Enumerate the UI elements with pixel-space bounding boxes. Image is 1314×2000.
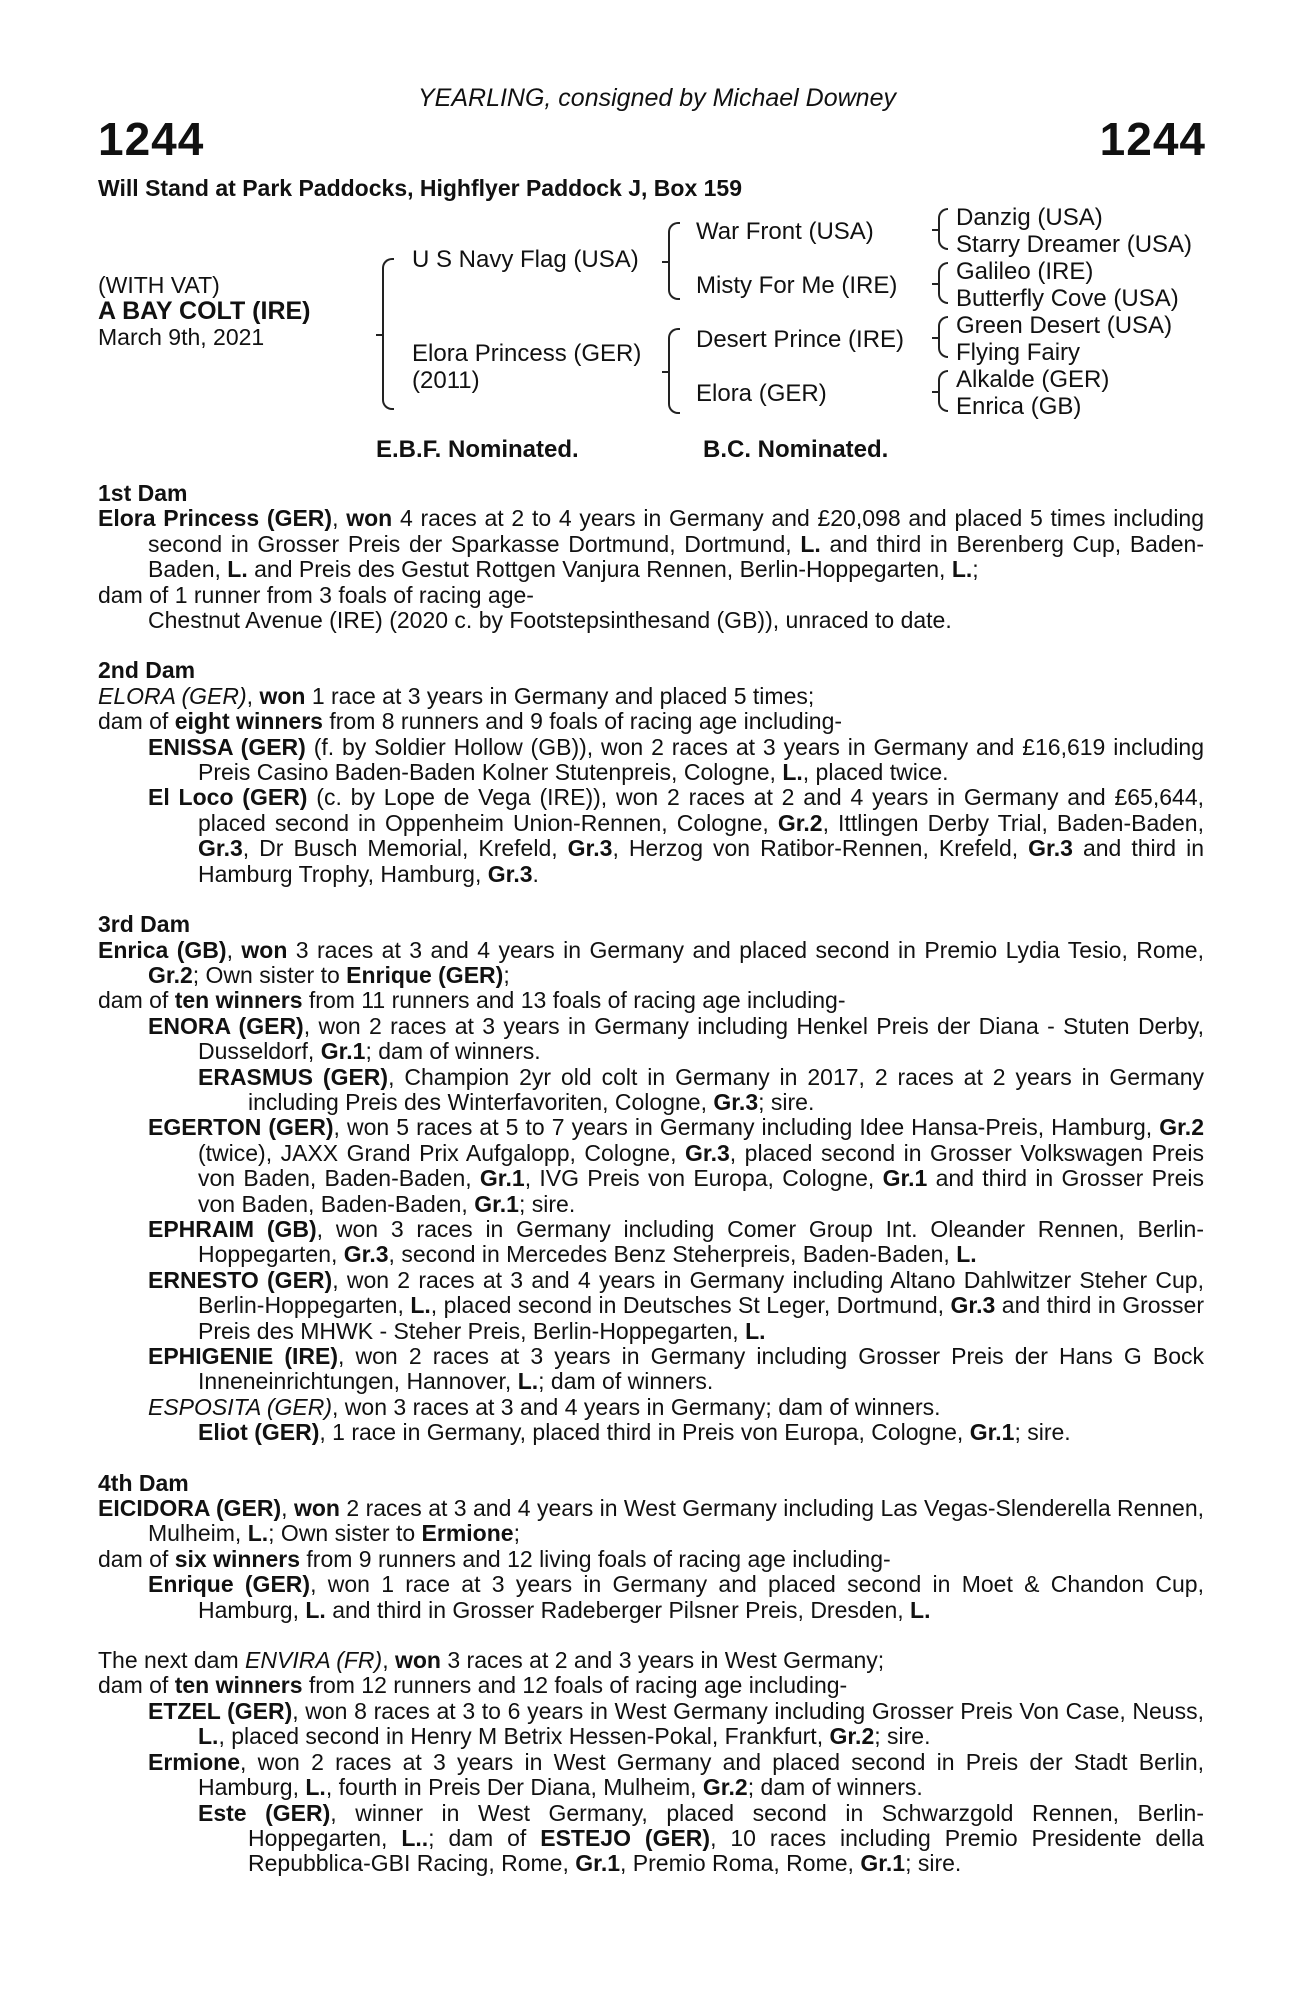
pedigree-gg-5: Green Desert (USA) (956, 312, 1173, 339)
produce-record (98, 481, 1204, 1877)
pedigree-gg-1: Danzig (USA) (956, 204, 1103, 231)
first-dam-section (98, 481, 1204, 633)
pedigree-sire: U S Navy Flag (USA) (412, 246, 639, 273)
dam-of-line: dam of ten winners from 12 runners and 12 foals of racing age including- (98, 1672, 848, 1699)
pedigree-sire-dam: Misty For Me (IRE) (696, 272, 898, 299)
fourth-dam-section (98, 1471, 1204, 1623)
dam-name: Enrica (GB) (98, 936, 227, 963)
progeny-entry: Enrique (GER), won 1 race at 3 years in Germany and placed second in Moet & Chandon Cup, Hamburg, L. and third in Grosser Radeberger Pilsner Preis, Dresden, L. (148, 1571, 1204, 1623)
dam-record: Enrica (GB), won 3 races at 3 and 4 years in Germany and placed second in Premio Lydia Tesio, Rome, Gr.2; Own sister to Enrique (GER); (98, 936, 1204, 988)
pedigree-dam-year: (2011) (412, 367, 480, 394)
next-dam-section (98, 1648, 1204, 1877)
bc-nomination: B.C. Nominated. (703, 436, 889, 463)
section-heading: 3rd Dam (98, 911, 191, 938)
dam-record: EICIDORA (GER), won 2 races at 3 and 4 years in West Germany including Las Vegas-Slenderella Rennen, Mulheim, L.; Own sister to Ermione; (98, 1495, 1204, 1547)
pedigree-brace-g34 (938, 262, 948, 304)
progeny-entry: ERNESTO (GER), won 2 races at 3 and 4 years in Germany including Altano Dahlwitzer Steher Cup, Berlin-Hoppegarten, L., placed second in Deutsches St Leger, Dortmund, Gr.3 and third in Grosser Preis des MHWK - Steher Preis, Berlin-Hoppegarten, L. (148, 1266, 1205, 1344)
dam-of-line: dam of eight winners from 8 runners and 9 foals of racing age including- (98, 708, 843, 735)
section-heading: 2nd Dam (98, 657, 196, 684)
pedigree-gg-7: Alkalde (GER) (956, 366, 1110, 393)
pedigree-brace-sire (668, 222, 680, 300)
pedigree-dam-dam: Elora (GER) (696, 380, 827, 407)
dam-name: ELORA (GER) (98, 682, 247, 709)
catalogue-subtitle: YEARLING, consigned by Michael Downey (417, 84, 896, 112)
pedigree-gg-8: Enrica (GB) (956, 393, 1082, 420)
stabling-location: Will Stand at Park Paddocks, Highflyer Paddock J, Box 159 (98, 175, 742, 201)
pedigree-gg-4: Butterfly Cove (USA) (956, 285, 1179, 312)
progeny-entry: ENISSA (GER) (f. by Soldier Hollow (GB)), won 2 races at 3 years in Germany and £16,619 including Preis Casino Baden-Baden Kolner Stutenpreis, Cologne, L., placed twice. (148, 733, 1205, 786)
pedigree-sire-sire: War Front (USA) (696, 218, 874, 245)
lot-number-left: 1244 (98, 113, 205, 165)
dam-record: The next dam ENVIRA (FR), won 3 races at 2 and 3 years in West Germany; (98, 1647, 885, 1674)
dam-name: ENVIRA (FR) (245, 1647, 383, 1674)
dam-of-line: dam of 1 runner from 3 foals of racing age- (98, 581, 534, 608)
progeny-entry: Chestnut Avenue (IRE) (2020 c. by Footstepsinthesand (GB)), unraced to date. (148, 607, 952, 634)
section-heading: 4th Dam (98, 1469, 189, 1496)
pedigree-gg-2: Starry Dreamer (USA) (956, 231, 1193, 258)
progeny-entry: EPHRAIM (GB), won 3 races in Germany including Comer Group Int. Oleander Rennen, Berlin-Hoppegarten, Gr.3, second in Mercedes Benz Steherpreis, Baden-Baden, L. (148, 1215, 1204, 1268)
dam-of-line: dam of six winners from 9 runners and 12 living foals of racing age including- (98, 1545, 891, 1572)
pedigree-dam-sire: Desert Prince (IRE) (696, 326, 905, 353)
second-dam-section (98, 658, 1204, 887)
pedigree-brace-g12 (938, 208, 948, 250)
pedigree-brace-dam (668, 328, 680, 414)
pedigree-brace-g56 (938, 316, 948, 358)
progeny-entry: Este (GER), winner in West Germany, placed second in Schwarzgold Rennen, Berlin-Hoppegarten, L..; dam of ESTEJO (GER), 10 races including Premio Presidente della Repubblica-GBI Racing, Rome, Gr.1, Premio Roma, Rome, Gr.1; sire. (198, 1799, 1205, 1877)
progeny-entry: ETZEL (GER), won 8 races at 3 to 6 years in West Germany including Grosser Preis Von Case, Neuss, L., placed second in Henry M Betrix Hessen-Pokal, Frankfurt, Gr.2; sire. (148, 1697, 1204, 1750)
pedigree-brace-main (382, 258, 394, 410)
progeny-entry: ERASMUS (GER), Champion 2yr old colt in Germany in 2017, 2 races at 2 years in Germany including Preis des Winterfavoriten, Cologne, Gr.3; sire. (198, 1063, 1204, 1115)
horse-dob: March 9th, 2021 (98, 324, 265, 350)
pedigree-gg-6: Flying Fairy (956, 339, 1081, 366)
dam-record: ELORA (GER), won 1 race at 3 years in Germany and placed 5 times; (98, 682, 815, 709)
pedigree-brace-g78 (938, 370, 948, 412)
dam-of-line: dam of ten winners from 11 runners and 13 foals of racing age including- (98, 987, 846, 1014)
progeny-entry: El Loco (GER) (c. by Lope de Vega (IRE)), won 2 races at 2 and 4 years in Germany and £65,644, placed second in Oppenheim Union-Rennen, Cologne, Gr.2, Ittlingen Derby Trial, Baden-Baden, Gr.3, Dr Busch Memorial, Krefeld, Gr.3, Herzog von Ratibor-Rennen, Krefeld, Gr.3 and third in Hamburg Trophy, Hamburg, Gr.3. (148, 784, 1205, 887)
progeny-entry: EGERTON (GER), won 5 races at 5 to 7 years in Germany including Idee Hansa-Preis, Hamburg, Gr.2 (twice), JAXX Grand Prix Aufgalopp, Cologne, Gr.3, placed second in Grosser Volkswagen Preis von Baden, Baden-Baden, Gr.1, IVG Preis von Europa, Cologne, Gr.1 and third in Grosser Preis von Baden, Baden-Baden, Gr.1; sire. (148, 1114, 1204, 1217)
horse-name: A BAY COLT (IRE) (98, 297, 311, 325)
dam-name: Elora Princess (GER) (98, 505, 333, 532)
vat-note: (WITH VAT) (98, 272, 220, 298)
progeny-entry: ENORA (GER), won 2 races at 3 years in Germany including Henkel Preis der Diana - Stuten Derby, Dusseldorf, Gr.1; dam of winners. (148, 1012, 1204, 1065)
dam-record: Elora Princess (GER), won 4 races at 2 to 4 years in Germany and £20,098 and placed 5 times including second in Grosser Preis der Sparkasse Dortmund, Dortmund, L. and third in Berenberg Cup, Baden-Baden, L. and Preis des Gestut Rottgen Vanjura Rennen, Berlin-Hoppegarten, L.; (98, 505, 1205, 583)
pedigree-dam: Elora Princess (GER) (412, 340, 642, 367)
pedigree-gg-3: Galileo (IRE) (956, 258, 1094, 285)
progeny-entry: ESPOSITA (GER), won 3 races at 3 and 4 years in Germany; dam of winners. (148, 1393, 941, 1420)
progeny-entry: EPHIGENIE (IRE), won 2 races at 3 years in Germany including Grosser Preis der Hans G Bock Inneneinrichtungen, Hannover, L.; dam of winners. (148, 1343, 1204, 1395)
dam-name: EICIDORA (GER) (98, 1495, 282, 1522)
progeny-entry: Eliot (GER), 1 race in Germany, placed third in Preis von Europa, Cologne, Gr.1; sire. (198, 1419, 1071, 1446)
progeny-entry: Ermione, won 2 races at 3 years in West Germany and placed second in Preis der Stadt Berlin, Hamburg, L., fourth in Preis Der Diana, Mulheim, Gr.2; dam of winners. (148, 1748, 1204, 1801)
lot-number-right: 1244 (1099, 113, 1206, 165)
ebf-nomination: E.B.F. Nominated. (376, 436, 579, 463)
section-heading: 1st Dam (98, 480, 188, 506)
third-dam-section (98, 912, 1204, 1446)
